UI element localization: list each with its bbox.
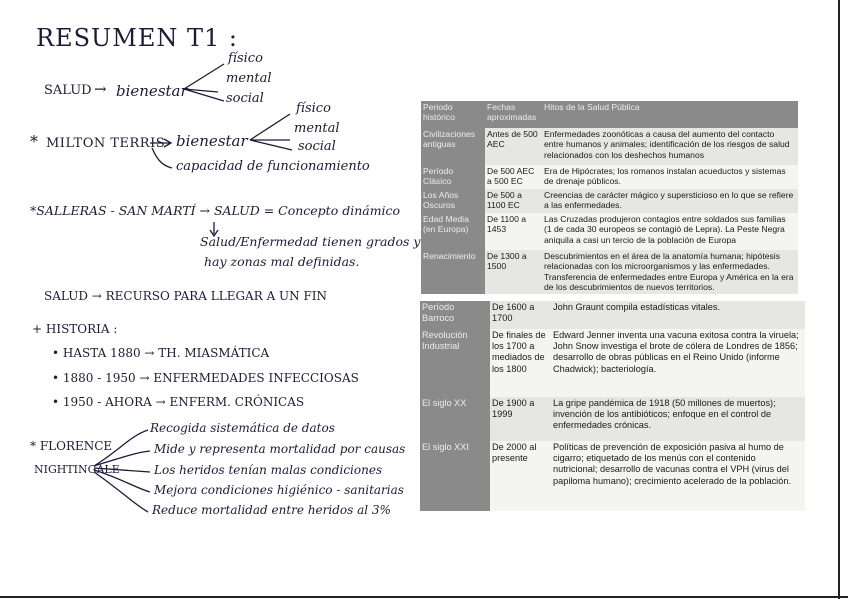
table-cell-fechas: De finales de los 1700 a mediados de los 1800 <box>492 330 546 374</box>
terris-capacidad: capacidad de funcionamiento <box>176 159 370 174</box>
table-row <box>421 250 798 294</box>
salud-bienestar: bienestar <box>116 82 188 100</box>
table-cell-fechas: Antes de 500 AEC <box>487 129 538 150</box>
table-cell-hitos: John Graunt compila estadísticas vitales. <box>553 302 720 312</box>
table-row <box>420 441 805 511</box>
terris-down-stroke <box>152 148 172 168</box>
table-cell-fechas: De 500 AEC a 500 EC <box>487 166 535 187</box>
florence-item: Mejora condiciones higiénico - sanitarias <box>154 483 404 497</box>
table-cell-periodo: Edad Media (en Europa) <box>421 213 485 250</box>
florence-name: NIGHTINGALE <box>34 463 120 476</box>
notes-title: RESUMEN T1 : <box>36 24 238 52</box>
salud-arrow: → <box>94 80 107 98</box>
salud-label: SALUD <box>44 83 92 98</box>
table-row <box>421 128 798 165</box>
table-cell-hitos: Edward Jenner inventa una vacuna exitosa contra la viruela; John Snow investiga el brote de cólera de Londres de 1856; desarrollo de obras públicas en el Reino Unido (informe Chadwick); bacteriología. <box>553 330 799 374</box>
historia-item: • 1950 - AHORA → ENFERM. CRÓNICAS <box>52 395 305 409</box>
florence-branch-stroke <box>94 430 150 512</box>
table-cell-periodo: Revolución Industrial <box>420 329 490 397</box>
terris-bienestar: bienestar <box>176 132 248 150</box>
table-cell-fechas: De 500 a 1100 EC <box>487 190 522 211</box>
salud-branch-social: social <box>226 91 264 106</box>
salleras-sub1: Salud/Enfermedad tienen grados y <box>200 234 421 249</box>
table-cell-hitos: Era de Hipócrates; los romanos instalan acueductos y sistemas de drenaje públicos. <box>544 166 786 187</box>
florence-item: Recogida sistemática de datos <box>150 421 335 435</box>
salud-branch-mental: mental <box>226 71 272 86</box>
table-row <box>421 189 798 213</box>
table-row <box>420 329 805 397</box>
table-row <box>421 213 798 250</box>
historia-heading: + HISTORIA : <box>32 322 118 336</box>
table-row <box>420 397 805 441</box>
table-header-cell: Hitos de la Salud Pública <box>541 101 798 128</box>
florence-name: * FLORENCE <box>30 439 113 453</box>
table-cell-hitos: Las Cruzadas produjeron contagios entre soldados sus familias (1 de cada 30 europeos se contagió de Lepra). La Peste Negra aniquila a casi un tercio de la población de Europa <box>544 214 786 245</box>
table-cell-hitos: Políticas de prevención de exposición pasiva al humo de cigarro; etiquetado de los menús con el contenido nutricional; desarrollo de vacunas contra el VPH (virus del papiloma humano); crecimiento acelerado de la población. <box>553 442 791 486</box>
table-cell-hitos: Descubrimientos en el área de la anatomía humana; hipótesis relacionadas con los microorganismos y las enfermedades. Transferencia de enfermedades entre Europa y América en la era de los descubrimientos de nuevos territorios. <box>544 251 794 293</box>
salleras-down-stroke <box>210 222 218 236</box>
table-cell-periodo: Los Años Oscuros <box>421 189 485 213</box>
history-table-lower <box>420 301 805 511</box>
table-cell-fechas: De 2000 al presente <box>492 442 537 464</box>
table-cell-fechas: De 1600 a 1700 <box>492 302 535 324</box>
terris-star: * <box>30 132 38 151</box>
terris-branch-fisico: físico <box>296 101 331 116</box>
table-cell-periodo: El siglo XX <box>420 397 490 441</box>
table-cell-fechas: De 1300 a 1500 <box>487 251 527 272</box>
table-row <box>420 301 805 329</box>
terris-branch-stroke <box>250 114 292 150</box>
historia-item: • HASTA 1880 → TH. MIASMÁTICA <box>52 346 270 360</box>
page-edge-bottom <box>0 596 848 598</box>
terris-arrow-stroke <box>150 139 171 147</box>
terris-branch-social: social <box>298 139 336 154</box>
salud-branch-stroke <box>184 64 224 101</box>
salleras-sub2: hay zonas mal definidas. <box>204 254 360 269</box>
florence-item: Mide y representa mortalidad por causas <box>154 442 406 456</box>
table-cell-fechas: De 1100 a 1453 <box>487 214 527 235</box>
table-cell-periodo: El siglo XXI <box>420 441 490 511</box>
terris-name: MILTON TERRIS <box>46 136 166 151</box>
table-cell-periodo: Civilizaciones antiguas <box>421 128 485 165</box>
page-edge-right <box>838 0 840 599</box>
salud-branch-fisico: físico <box>228 51 263 66</box>
table-header-cell: Fechas aproximadas <box>485 101 541 128</box>
table-header-cell: Periodo histórico <box>421 101 485 128</box>
florence-item: Reduce mortalidad entre heridos al 3% <box>152 503 391 517</box>
table-cell-periodo: Período Clásico <box>421 165 485 189</box>
table-cell-hitos: La gripe pandémica de 1918 (50 millones de muertos); invención de los antibióticos; enfoque en el control de enfermedades crónicas. <box>553 398 776 431</box>
historia-item: • 1880 - 1950 → ENFERMEDADES INFECCIOSAS <box>52 371 359 385</box>
table-cell-periodo: Renacimiento <box>421 250 485 294</box>
table-cell-periodo: Período Barroco <box>420 301 490 329</box>
table-cell-hitos: Enfermedades zoonóticas a causa del aumento del contacto entre humanos y animales; identificación de los riesgos de salud relacionados con los deshechos humanos <box>544 129 790 160</box>
florence-item: Los heridos tenían malas condiciones <box>154 463 383 477</box>
table-row <box>421 165 798 189</box>
table-cell-hitos: Creencias de carácter mágico y supersticioso en lo que se refiere a las enfermedades. <box>544 190 794 211</box>
table-header-row <box>421 101 798 128</box>
salleras-line: *SALLERAS - SAN MARTÍ → SALUD = Concepto dinámico <box>30 203 401 218</box>
recurso-line: SALUD → RECURSO PARA LLEGAR A UN FIN <box>44 289 328 303</box>
terris-branch-mental: mental <box>294 121 340 136</box>
history-table-upper <box>421 101 798 294</box>
table-cell-fechas: De 1900 a 1999 <box>492 398 535 420</box>
